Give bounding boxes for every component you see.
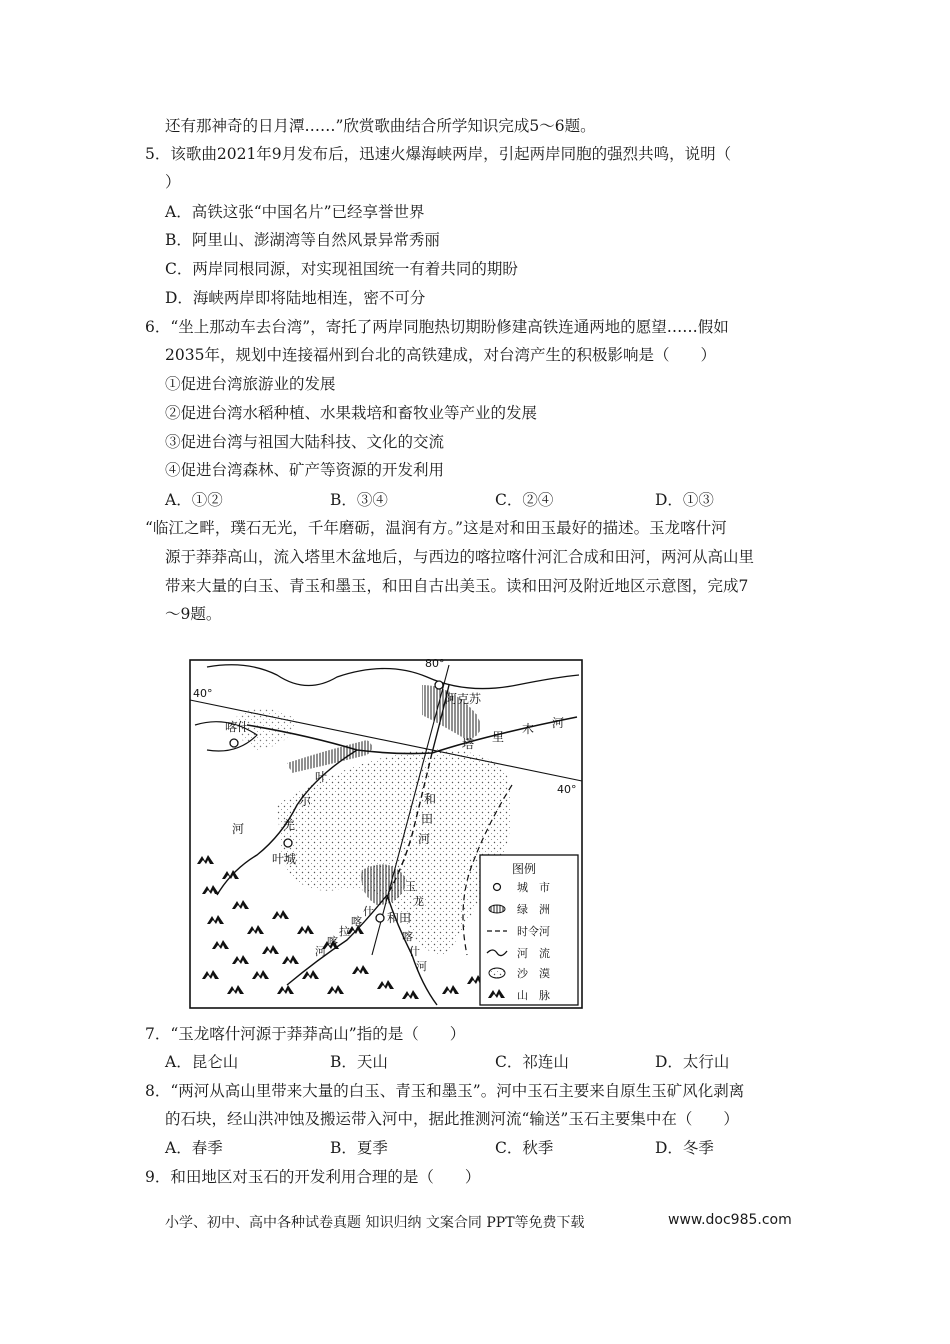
river-char-he-3: 河 bbox=[418, 832, 431, 846]
river-char-tian: 田 bbox=[421, 812, 434, 826]
q5-option-d: D．海峡两岸即将陆地相连，密不可分 bbox=[165, 289, 426, 307]
q7-stem: 7．“玉龙喀什河源于莽莽高山”指的是（ ） bbox=[145, 1025, 466, 1043]
legend-oasis-label: 绿 洲 bbox=[517, 903, 550, 916]
passage-line-1: “临江之畔，璞石无光，千年磨砺，温润有方。”这是对和田玉最好的描述。玉龙喀什河 bbox=[145, 519, 727, 537]
q6-stem-1: 6．“坐上那动车去台湾”，寄托了两岸同胞热切期盼修建高铁连通两地的愿望……假如 bbox=[145, 318, 729, 336]
q6-item-4: ④促进台湾森林、矿产等资源的开发利用 bbox=[165, 461, 445, 479]
q5-option-c: C．两岸同根同源，对实现祖国统一有着共同的期盼 bbox=[165, 260, 518, 278]
legend-desert-label: 沙 漠 bbox=[517, 967, 550, 980]
q8-option-c: C．秋季 bbox=[495, 1139, 554, 1157]
river-char-he-6: 河 bbox=[315, 945, 326, 958]
legend-city-label: 城 市 bbox=[517, 881, 550, 894]
q7-option-a: A．昆仑山 bbox=[165, 1053, 239, 1071]
footer-url[interactable]: www.doc985.com bbox=[668, 1212, 792, 1228]
river-char-mu: 木 bbox=[522, 722, 535, 736]
q6-option-c: C．②④ bbox=[495, 491, 554, 509]
q5-stem-cont: ） bbox=[165, 173, 181, 191]
q6-option-d: D．①③ bbox=[655, 491, 714, 509]
q8-stem-1: 8．“两河从高山里带来大量的白玉、青玉和墨玉”。河中玉石主要来自原生玉矿风化剥离 bbox=[145, 1082, 745, 1100]
river-char-li: 里 bbox=[492, 730, 505, 744]
river-char-er: 尔 bbox=[299, 794, 312, 808]
river-char-la: 拉 bbox=[339, 925, 350, 938]
river-char-qiang: 羌 bbox=[283, 818, 296, 832]
q5-option-b: B．阿里山、澎湖湾等自然风景异常秀丽 bbox=[165, 231, 440, 249]
passage-line-4: ～9题。 bbox=[165, 605, 222, 623]
q7-option-d: D．太行山 bbox=[655, 1053, 730, 1071]
q6-item-1: ①促进台湾旅游业的发展 bbox=[165, 375, 336, 393]
legend-river-label: 河 流 bbox=[517, 947, 550, 960]
city-label-hotan: 和田 bbox=[387, 911, 412, 925]
q8-option-b: B．夏季 bbox=[330, 1139, 388, 1157]
river-char-shi-2: 什 bbox=[363, 905, 374, 918]
city-label-aksu: 阿克苏 bbox=[445, 692, 482, 706]
river-char-ta: 塔 bbox=[462, 737, 475, 751]
passage-line-2: 源于莽莽高山，流入塔里木盆地后，与西边的喀拉喀什河汇合成和田河，两河从高山里 bbox=[165, 548, 755, 566]
hotan-river-map bbox=[187, 655, 589, 1011]
river-char-he-1: 河 bbox=[552, 716, 565, 730]
river-char-he-2: 和 bbox=[424, 792, 437, 806]
q5-option-a: A．高铁这张“中国名片”已经享誉世界 bbox=[165, 203, 425, 221]
legend-city-symbol bbox=[494, 884, 501, 891]
q6-item-3: ③促进台湾与祖国大陆科技、文化的交流 bbox=[165, 433, 445, 451]
city-label-kashgar: 喀什 bbox=[225, 720, 250, 734]
river-char-ka-1: 喀 bbox=[402, 930, 413, 943]
footer-text: 小学、初中、高中各种试卷真题 知识归纳 文案合同 PPT等免费下载 bbox=[165, 1215, 585, 1231]
q9-stem: 9．和田地区对玉石的开发利用合理的是（ ） bbox=[145, 1168, 481, 1186]
q6-item-2: ②促进台湾水稻种植、水果栽培和畜牧业等产业的发展 bbox=[165, 404, 538, 422]
legend-title: 图例 bbox=[512, 862, 537, 876]
river-char-shi-1: 什 bbox=[409, 945, 420, 958]
river-char-long: 龙 bbox=[413, 895, 424, 908]
legend-seasonal-label: 时令河 bbox=[517, 925, 550, 938]
longitude-label: 80° bbox=[425, 657, 445, 670]
q5-stem: 5．该歌曲2021年9月发布后，迅速火爆海峡两岸，引起两岸同胞的强烈共鸣，说明（ bbox=[145, 145, 732, 163]
city-label-yecheng: 叶城 bbox=[272, 852, 297, 866]
river-char-ka-2: 喀 bbox=[327, 935, 338, 948]
passage-line-3: 带来大量的白玉、青玉和墨玉，和田自古出美玉。读和田河及附近地区示意图，完成7 bbox=[165, 577, 749, 595]
river-char-he-4: 河 bbox=[232, 822, 245, 836]
latitude-label-right: 40° bbox=[557, 783, 577, 796]
legend-oasis-symbol bbox=[489, 905, 505, 913]
river-char-he-5: 河 bbox=[416, 960, 427, 973]
river-char-ka-3: 喀 bbox=[351, 915, 362, 928]
legend-desert-symbol bbox=[489, 968, 505, 978]
q7-option-c: C．祁连山 bbox=[495, 1053, 569, 1071]
q6-option-b: B．③④ bbox=[330, 491, 388, 509]
q6-option-a: A．①② bbox=[165, 491, 223, 509]
q8-option-d: D．冬季 bbox=[655, 1139, 714, 1157]
map-legend bbox=[480, 855, 578, 1005]
river-char-yu: 玉 bbox=[405, 880, 416, 893]
river-char-ye: 叶 bbox=[315, 770, 328, 784]
latitude-label-left: 40° bbox=[193, 687, 213, 700]
q8-option-a: A．春季 bbox=[165, 1139, 223, 1157]
legend-mountain-label: 山 脉 bbox=[517, 989, 550, 1002]
intro-line: 还有那神奇的日月潭……”欣赏歌曲结合所学知识完成5～6题。 bbox=[165, 117, 596, 135]
q8-stem-2: 的石块，经山洪冲蚀及搬运带入河中，据此推测河流“输送”玉石主要集中在（ ） bbox=[165, 1110, 739, 1128]
q6-stem-2: 2035年，规划中连接福州到台北的高铁建成，对台湾产生的积极影响是（ ） bbox=[165, 346, 716, 364]
q7-option-b: B．天山 bbox=[330, 1053, 388, 1071]
